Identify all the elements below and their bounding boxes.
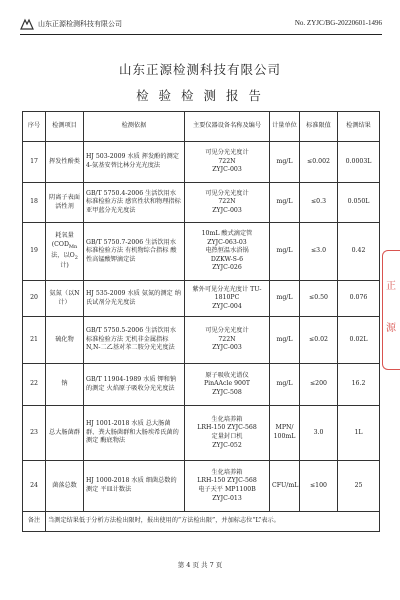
note-label: 备注	[23, 512, 46, 532]
table-row	[23, 281, 380, 317]
test-item: 总大肠菌群	[46, 406, 84, 461]
test-basis: HJ 1000-2018 水质 细菌总数的测定 平皿计数法	[84, 461, 185, 512]
company-title: 山东正源检测科技有限公司	[118, 62, 281, 77]
report-title: 检 验 检 测 报 告	[136, 88, 264, 103]
unit: mg/L	[270, 317, 300, 364]
unit: mg/L	[270, 223, 300, 281]
row-number: 19	[23, 223, 46, 281]
equipment: 可见分光光度计 722N ZYJC-003	[185, 142, 270, 183]
equipment: 生化培养箱 LRH-150 ZYJC-568 定量封口机 ZYJC-052	[185, 406, 270, 461]
test-result: 0.42	[338, 223, 380, 281]
item-sub: (COD	[51, 240, 69, 248]
row-number: 24	[23, 461, 46, 512]
note-text: 当测定结果低于分析方法检出限时，报出使用的“方法检出限”，并加标志位“L”表示。	[46, 512, 380, 532]
table-row	[23, 461, 380, 512]
header-cell: 检测依据	[84, 112, 185, 142]
unit: mg/L	[270, 183, 300, 223]
page-header	[20, 16, 382, 35]
table-row	[23, 223, 380, 281]
equipment: 10mL 酸式滴定管 ZYJC-063-03 电热恒温水浴锅 DZKW-S-6 ZYJC-026	[185, 223, 270, 281]
test-item: 挥发性酚类	[46, 142, 84, 183]
header-cell: 检测项目	[46, 112, 84, 142]
test-basis: HJ 503-2009 水质 挥发酚的测定 4-氨基安替比林分光光度法	[84, 142, 185, 183]
unit: MPN/ 100mL	[270, 406, 300, 461]
row-number: 21	[23, 317, 46, 364]
row-number: 18	[23, 183, 46, 223]
test-item: 阴离子表面活性剂	[46, 183, 84, 223]
test-item: 氨氮（以N计）	[46, 281, 84, 317]
standard-limit: ≤0.50	[300, 281, 338, 317]
test-item: 硫化物	[46, 317, 84, 364]
stamp-char: 正	[386, 281, 396, 292]
test-item: 钠	[46, 364, 84, 406]
header-company-name: 山东正源检测科技有限公司	[38, 20, 122, 28]
header-cell: 序号	[23, 112, 46, 142]
equipment: 原子吸收光谱仪 PinAAcle 900T ZYJC-508	[185, 364, 270, 406]
item-main: 耗氧量	[55, 232, 74, 240]
test-basis: HJ 1001-2018 水质 总大肠菌群、粪大肠菌群和大肠埃希氏菌的测定 酶底物法	[84, 406, 185, 461]
test-result: 0.050L	[338, 183, 380, 223]
company-logo-icon	[20, 18, 34, 30]
item-sub: 法，以O	[51, 251, 75, 259]
header-cell: 主要仪器设备名称及编号	[185, 112, 270, 142]
header-cell: 检测结果	[338, 112, 380, 142]
unit: mg/L	[270, 364, 300, 406]
report-number: No. ZYJC/BG-20220601-1496	[294, 19, 382, 27]
equipment: 紫外可见分光光度计 TU-1810PC ZYJC-004	[185, 281, 270, 317]
standard-limit: ≤200	[300, 364, 338, 406]
equipment: 生化培养箱 LRH-150 ZYJC-568 电子天平 MP1100B ZYJC-013	[185, 461, 270, 512]
test-basis: GB/T 11904-1989 水质 钾和钠的测定 火焰原子吸收分光光度法	[84, 364, 185, 406]
table-row	[23, 317, 380, 364]
unit: mg/L	[270, 142, 300, 183]
standard-limit: ≤0.002	[300, 142, 338, 183]
test-result: 0.02L	[338, 317, 380, 364]
test-basis: HJ 535-2009 水质 氨氮的测定 纳氏试剂分光光度法	[84, 281, 185, 317]
unit: mg/L	[270, 281, 300, 317]
header-cell: 计量单位	[270, 112, 300, 142]
test-item: 菌落总数	[46, 461, 84, 512]
seal-stamp	[382, 250, 400, 370]
standard-limit: ≤0.02	[300, 317, 338, 364]
header-cell: 标准限值	[300, 112, 338, 142]
test-result: 25	[338, 461, 380, 512]
test-result: 1L	[338, 406, 380, 461]
table-row	[23, 142, 380, 183]
table-header-row	[23, 112, 380, 142]
test-basis: GB/T 5750.7-2006 生活饮用水标准检验方法 有机物综合指标 酸性高锰酸钾滴定法	[84, 223, 185, 281]
item-subscript: Mn	[68, 243, 78, 250]
item-sub: 计)	[60, 262, 69, 270]
item-subscript: 2	[74, 254, 78, 261]
note-row	[23, 512, 380, 532]
table-row	[23, 364, 380, 406]
row-number: 22	[23, 364, 46, 406]
equipment: 可见分光光度计 722N ZYJC-003	[185, 317, 270, 364]
table-row	[23, 183, 380, 223]
test-basis: GB/T 5750.5-2006 生活饮用水标准检验方法 无机非金属指标 N,N-二乙基对苯二胺分光光度法	[84, 317, 185, 364]
test-result: 16.2	[338, 364, 380, 406]
standard-limit: 3.0	[300, 406, 338, 461]
test-result: 0.076	[338, 281, 380, 317]
row-number: 23	[23, 406, 46, 461]
equipment: 可见分光光度计 722N ZYJC-003	[185, 183, 270, 223]
test-result: 0.0003L	[338, 142, 380, 183]
standard-limit: ≤0.3	[300, 183, 338, 223]
table-row	[23, 406, 380, 461]
standard-limit: ≤3.0	[300, 223, 338, 281]
row-number: 17	[23, 142, 46, 183]
row-number: 20	[23, 281, 46, 317]
test-basis: GB/T 5750.4-2006 生活饮用水标准检验方法 感官性状和物理指标 亚甲蓝分光光度法	[84, 183, 185, 223]
page-footer: 第 4 页 共 7 页	[177, 561, 223, 569]
stamp-char: 源	[386, 323, 396, 334]
test-results-table	[22, 111, 380, 532]
unit: CFU/mL	[270, 461, 300, 512]
test-item	[46, 223, 84, 281]
standard-limit: ≤100	[300, 461, 338, 512]
